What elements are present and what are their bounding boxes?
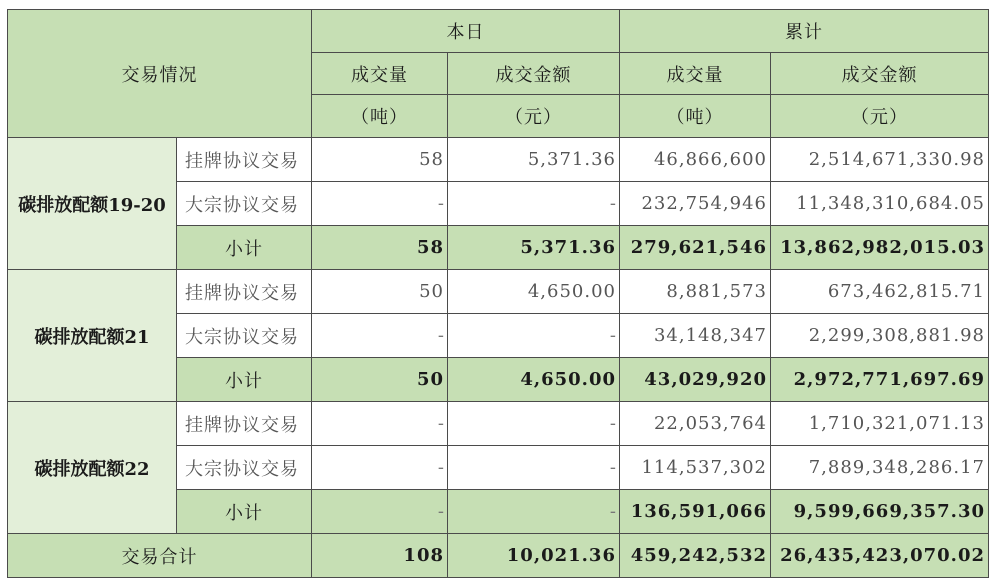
cum-volume: 8,881,573	[620, 270, 771, 314]
subtotal-cum-amount: 9,599,669,357.30	[771, 490, 989, 534]
row-label: 大宗协议交易	[177, 446, 312, 490]
header-cumulative: 累计	[620, 10, 989, 53]
cum-amount: 11,348,310,684.05	[771, 182, 989, 226]
row-label: 挂牌协议交易	[177, 138, 312, 182]
today-amount: -	[448, 314, 620, 358]
subtotal-today-volume: 58	[312, 226, 448, 270]
total-today-volume: 108	[312, 534, 448, 578]
today-amount: -	[448, 402, 620, 446]
today-amount: -	[448, 182, 620, 226]
today-volume: -	[312, 182, 448, 226]
today-volume: -	[312, 314, 448, 358]
cum-volume: 232,754,946	[620, 182, 771, 226]
header-cum-volume: 成交量	[620, 53, 771, 95]
header-today-amount-unit: （元）	[448, 95, 620, 138]
group-name: 碳排放配额21	[8, 270, 177, 402]
cum-amount: 673,462,815.71	[771, 270, 989, 314]
subtotal-today-volume: 50	[312, 358, 448, 402]
today-volume: 50	[312, 270, 448, 314]
cum-amount: 2,514,671,330.98	[771, 138, 989, 182]
today-amount: 5,371.36	[448, 138, 620, 182]
total-cum-volume: 459,242,532	[620, 534, 771, 578]
cum-volume: 114,537,302	[620, 446, 771, 490]
header-today-volume: 成交量	[312, 53, 448, 95]
today-amount: -	[448, 446, 620, 490]
cum-volume: 46,866,600	[620, 138, 771, 182]
header-trade-situation: 交易情况	[8, 10, 312, 138]
subtotal-cum-amount: 2,972,771,697.69	[771, 358, 989, 402]
today-volume: -	[312, 446, 448, 490]
subtotal-label: 小计	[177, 226, 312, 270]
row-label: 大宗协议交易	[177, 314, 312, 358]
cum-amount: 7,889,348,286.17	[771, 446, 989, 490]
table-row	[8, 138, 989, 182]
total-today-amount: 10,021.36	[448, 534, 620, 578]
today-amount: 4,650.00	[448, 270, 620, 314]
row-label: 挂牌协议交易	[177, 402, 312, 446]
today-volume: -	[312, 402, 448, 446]
header-cum-volume-unit: （吨）	[620, 95, 771, 138]
group-name: 碳排放配额22	[8, 402, 177, 534]
subtotal-today-amount: 4,650.00	[448, 358, 620, 402]
cum-volume: 34,148,347	[620, 314, 771, 358]
group-name: 碳排放配额19-20	[8, 138, 177, 270]
total-label: 交易合计	[8, 534, 312, 578]
subtotal-today-volume: -	[312, 490, 448, 534]
header-today-volume-unit: （吨）	[312, 95, 448, 138]
subtotal-today-amount: 5,371.36	[448, 226, 620, 270]
header-today: 本日	[312, 10, 620, 53]
table-row	[8, 402, 989, 446]
header-today-amount: 成交金额	[448, 53, 620, 95]
carbon-trade-table	[7, 9, 989, 578]
subtotal-cum-volume: 136,591,066	[620, 490, 771, 534]
subtotal-label: 小计	[177, 358, 312, 402]
cum-amount: 1,710,321,071.13	[771, 402, 989, 446]
subtotal-today-amount: -	[448, 490, 620, 534]
table-row	[8, 270, 989, 314]
subtotal-label: 小计	[177, 490, 312, 534]
subtotal-cum-volume: 43,029,920	[620, 358, 771, 402]
subtotal-cum-amount: 13,862,982,015.03	[771, 226, 989, 270]
total-row	[8, 534, 989, 578]
row-label: 挂牌协议交易	[177, 270, 312, 314]
today-volume: 58	[312, 138, 448, 182]
row-label: 大宗协议交易	[177, 182, 312, 226]
cum-volume: 22,053,764	[620, 402, 771, 446]
subtotal-cum-volume: 279,621,546	[620, 226, 771, 270]
header-cum-amount: 成交金额	[771, 53, 989, 95]
total-cum-amount: 26,435,423,070.02	[771, 534, 989, 578]
header-cum-amount-unit: （元）	[771, 95, 989, 138]
cum-amount: 2,299,308,881.98	[771, 314, 989, 358]
